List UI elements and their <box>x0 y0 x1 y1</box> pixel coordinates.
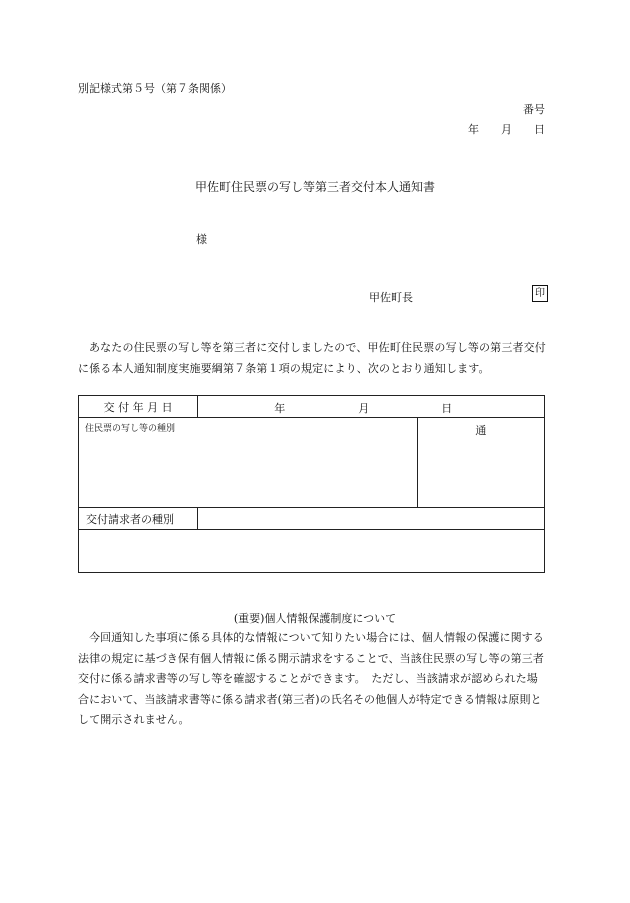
notification-body: あなたの住民票の写し等を第三者に交付しましたので、甲佐町住民票の写し等の第三者交付に係る本人通知制度実施要綱第７条第１項の規定により、次のとおり通知します。 <box>78 341 546 375</box>
date-month: 月 <box>501 123 512 136</box>
requester-type-value <box>198 508 545 530</box>
addressee-suffix: 様 <box>196 233 207 246</box>
table-row <box>79 396 545 418</box>
remarks-cell <box>79 530 545 573</box>
date-row <box>468 121 545 137</box>
issue-date-year: 年 <box>274 402 286 415</box>
count-unit: 通 <box>417 418 544 508</box>
notice-body: 今回通知した事項に係る具体的な情報について知りたい場合には、個人情報の保護に関する法律の規定に基づき保有個人情報に係る開示請求をすることで、当該住民票の写し等の第三者交付に係る請求書等の写し等を確認することができます。 ただし、当該請求が認められた場合において、当該請求書等に係る請求者(第三者)の氏名その他個人が特定できる情報は原則として開示されません。 <box>78 631 544 726</box>
table-row <box>79 508 545 530</box>
doc-type-label: 住民票の写し等の種別 <box>79 418 418 508</box>
date-year: 年 <box>468 123 479 136</box>
issue-date-month: 月 <box>358 402 370 415</box>
table-row <box>79 418 545 508</box>
issue-date-value <box>198 396 545 418</box>
seal-mark: 印 <box>532 285 548 302</box>
notice-title: (重要)個人情報保護制度について <box>233 612 397 625</box>
table-row <box>79 530 545 573</box>
number-label: 番号 <box>523 103 545 116</box>
date-day: 日 <box>534 123 545 136</box>
document-title: 甲佐町住民票の写し等第三者交付本人通知書 <box>194 180 435 194</box>
issue-details-table <box>78 395 545 573</box>
issuer-name: 甲佐町長 <box>369 291 413 304</box>
form-label: 別記様式第５号（第７条関係） <box>78 82 232 95</box>
requester-type-label: 交付請求者の種別 <box>79 508 198 530</box>
issue-date-label: 交 付 年 月 日 <box>79 396 198 418</box>
issue-date-day: 日 <box>441 402 453 415</box>
